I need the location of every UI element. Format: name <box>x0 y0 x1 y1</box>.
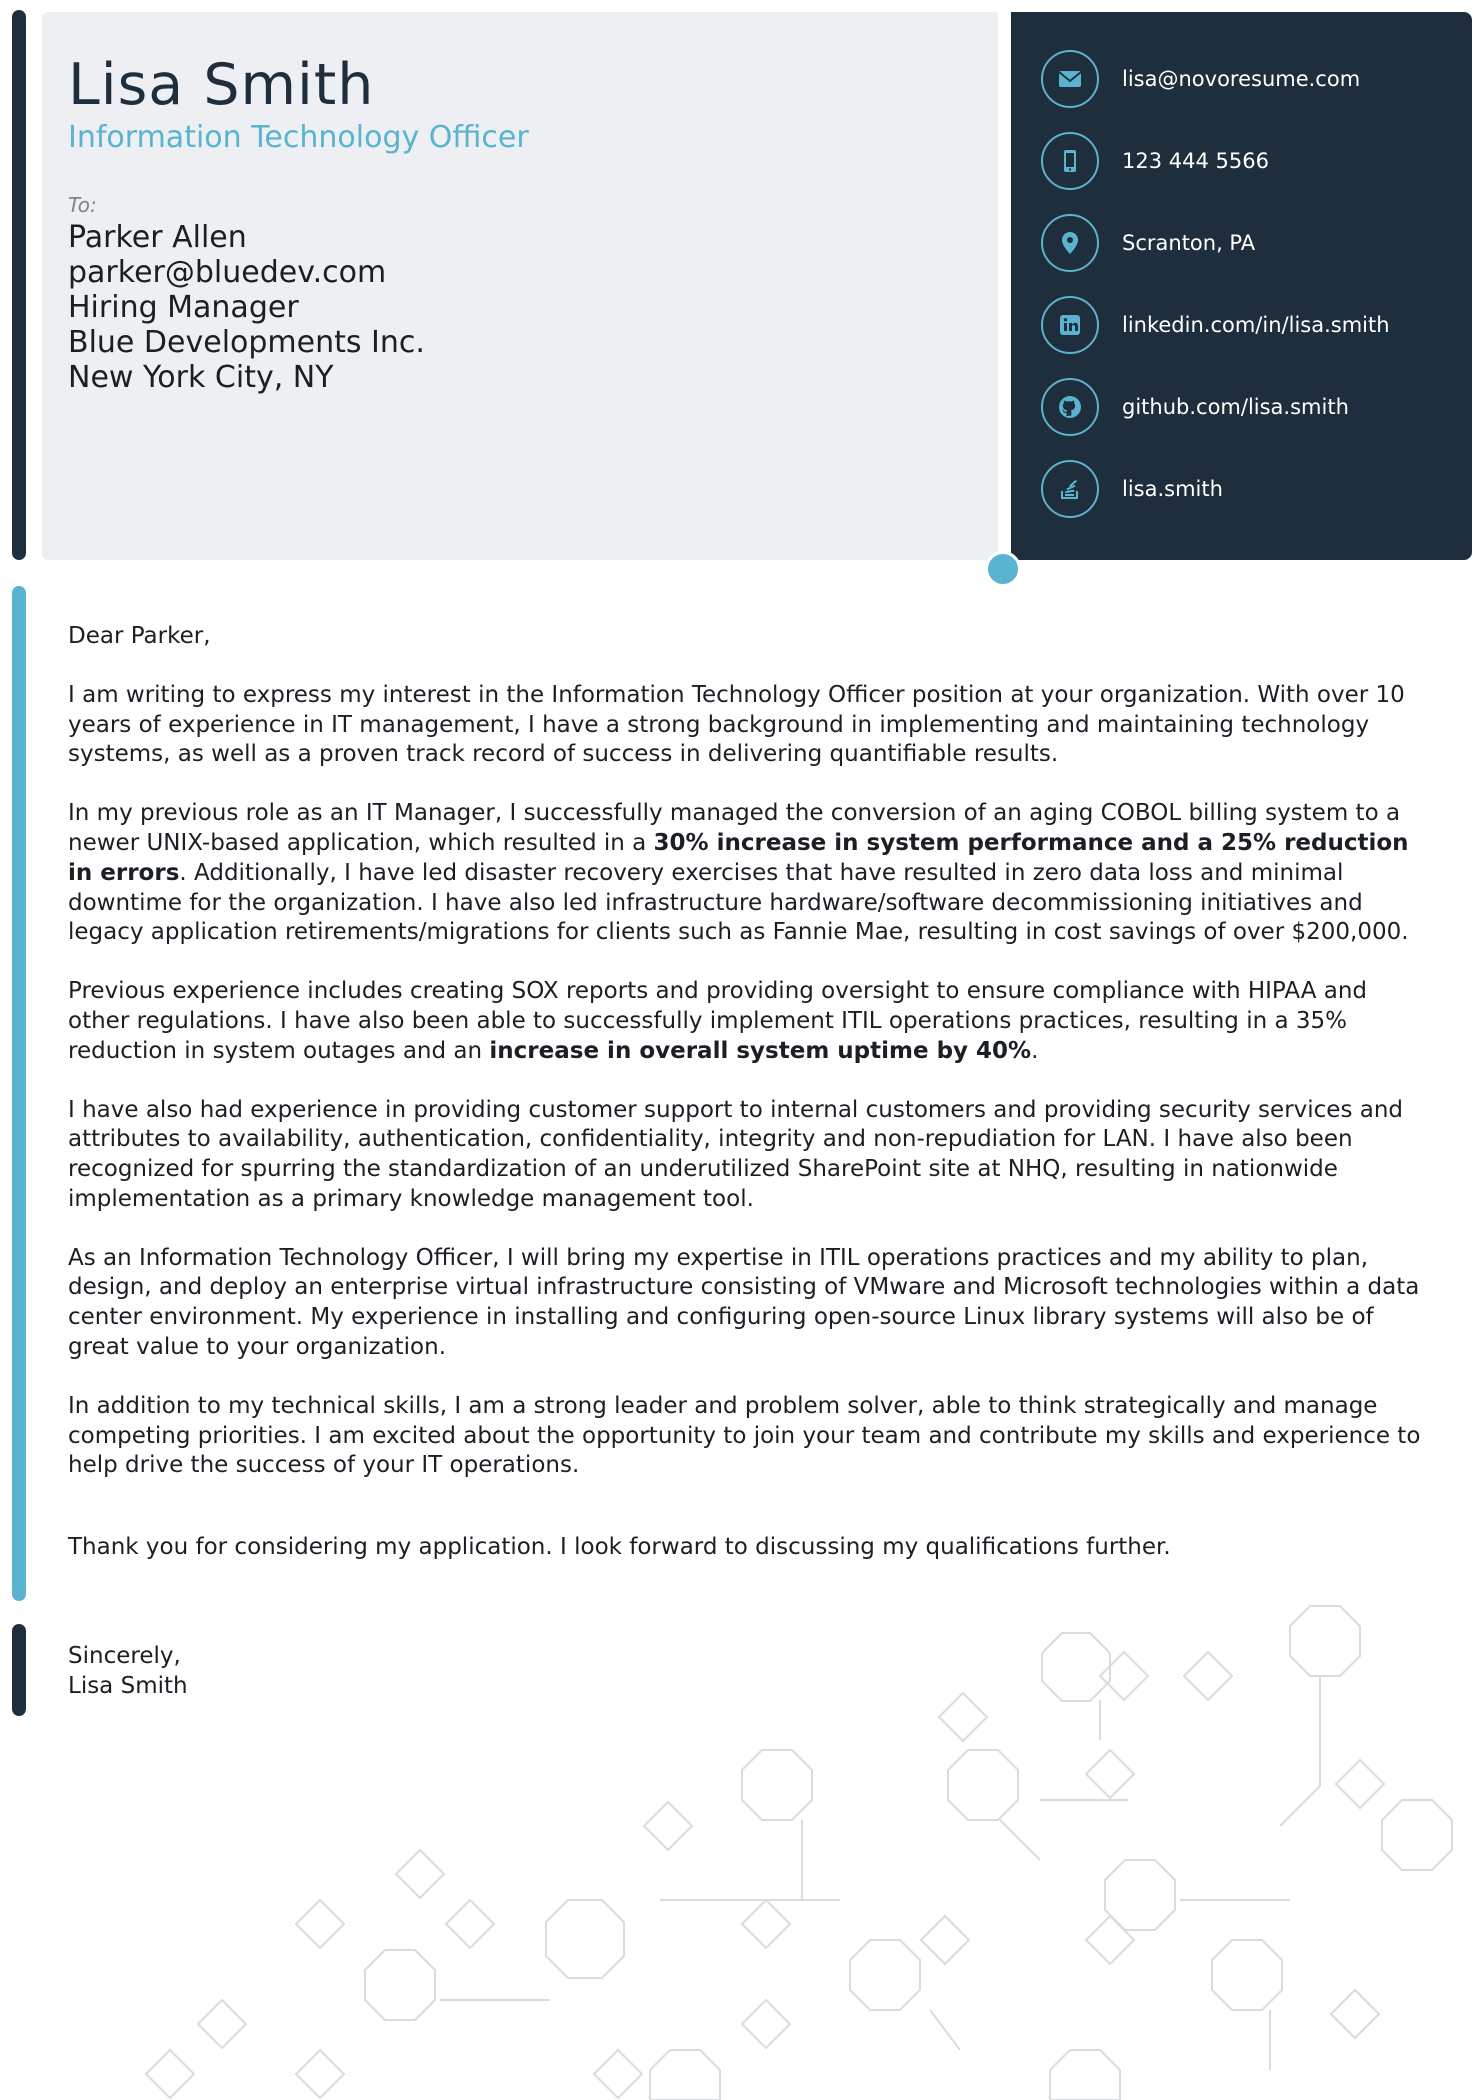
contact-linkedin-text: linkedin.com/in/lisa.smith <box>1122 313 1390 337</box>
paragraph-3-highlight: increase in overall system uptime by 40% <box>489 1037 1032 1064</box>
envelope-icon <box>1041 50 1099 108</box>
paragraph-2-highlight: 30% increase in system performance and a 25% reduction in errors <box>68 830 1409 886</box>
contact-stackoverflow[interactable] <box>1041 458 1223 520</box>
accent-bar-body <box>12 586 26 1601</box>
recipient-block <box>68 220 425 395</box>
paragraph-6: In addition to my technical skills, I am a strong leader and problem solver, able to think strategically and manage competing priorities. I am excited about the opportunity to join your team and contribute my skills and experience to help drive the success of your IT operations. <box>68 1392 1421 1479</box>
letter-body <box>68 622 1428 1592</box>
contact-location-text: Scranton, PA <box>1122 231 1256 255</box>
to-label: To: <box>68 193 97 217</box>
contact-stackoverflow-text: lisa.smith <box>1122 477 1223 501</box>
contact-phone[interactable] <box>1041 130 1269 192</box>
contact-panel <box>1011 12 1472 560</box>
paragraph-5: As an Information Technology Officer, I will bring my expertise in ITIL operations practices and my ability to plan, design, and deploy an enterprise virtual infrastructure consisting of VMware and Microsoft technologies within a data center environment. My experience in installing and configuring open-source Linux library systems will also be of great value to your organization. <box>68 1244 1420 1360</box>
paragraph-3-text-c: . <box>1031 1037 1039 1064</box>
signature-name: Lisa Smith <box>68 1673 188 1699</box>
linkedin-icon <box>1041 296 1099 354</box>
paragraph-2-text-a: In my previous role as an IT Manager, I successfully managed the conversion of an aging COBOL billing system to a newer UNIX-based application, which resulted in a <box>68 800 1401 857</box>
header-divider-dot <box>985 551 1021 587</box>
contact-github[interactable] <box>1041 376 1349 438</box>
phone-icon <box>1041 132 1099 190</box>
sender-name: Lisa Smith <box>68 52 375 118</box>
paragraph-3 <box>68 977 1428 1066</box>
closing-phrase: Sincerely, <box>68 1643 181 1669</box>
recipient-role: Hiring Manager <box>68 290 299 325</box>
paragraph-1: I am writing to express my interest in the Information Technology Officer position at your organization. With over 10 years of experience in IT management, I have a strong background in implementing and maintaining technology systems, as well as a proven track record of success in delivering quantifiable results. <box>68 682 1405 768</box>
paragraph-2 <box>68 799 1428 948</box>
paragraph-3-text-a: Previous experience includes creating SOX reports and providing oversight to ensure compliance with HIPAA and other regulations. I have also been able to successfully implement ITIL operations practices, resulting in a 35% reduction in system outages and an <box>68 978 1368 1064</box>
recipient-email: parker@bluedev.com <box>68 255 387 290</box>
contact-github-text: github.com/lisa.smith <box>1122 395 1349 419</box>
recipient-company: Blue Developments Inc. <box>68 325 425 360</box>
paragraph-4: I have also had experience in providing customer support to internal customers and providing security services and attributes to availability, authentication, confidentiality, integrity and non-repudiation for LAN. I have also been recognized for spurring the standardization of an underutilized SharePoint site at NHQ, resulting in nationwide implementation as a primary knowledge management tool. <box>68 1096 1404 1212</box>
contact-phone-text: 123 444 5566 <box>1122 149 1269 173</box>
paragraph-thanks: Thank you for considering my application. I look forward to discussing my qualifications further. <box>68 1533 1171 1560</box>
paragraph-2-text-c: . Additionally, I have led disaster recovery exercises that have resulted in zero data loss and minimal downtime for the organization. I have also led infrastructure hardware/software decommissioning initiatives and legacy application retirements/migrations for clients such as Fannie Mae, resulting in cost savings of over $200,000. <box>68 859 1409 946</box>
contact-linkedin[interactable] <box>1041 294 1390 356</box>
contact-location <box>1041 212 1255 274</box>
sender-title: Information Technology Officer <box>68 120 529 155</box>
salutation: Dear Parker, <box>68 623 211 649</box>
contact-email-text: lisa@novoresume.com <box>1122 67 1361 91</box>
circuit-background-decoration <box>0 1580 1484 2100</box>
recipient-name: Parker Allen <box>68 220 247 255</box>
location-pin-icon <box>1041 214 1099 272</box>
github-icon <box>1041 378 1099 436</box>
accent-bar-top <box>12 10 26 560</box>
recipient-location: New York City, NY <box>68 360 334 395</box>
contact-email[interactable] <box>1041 48 1360 110</box>
stackoverflow-icon <box>1041 460 1099 518</box>
